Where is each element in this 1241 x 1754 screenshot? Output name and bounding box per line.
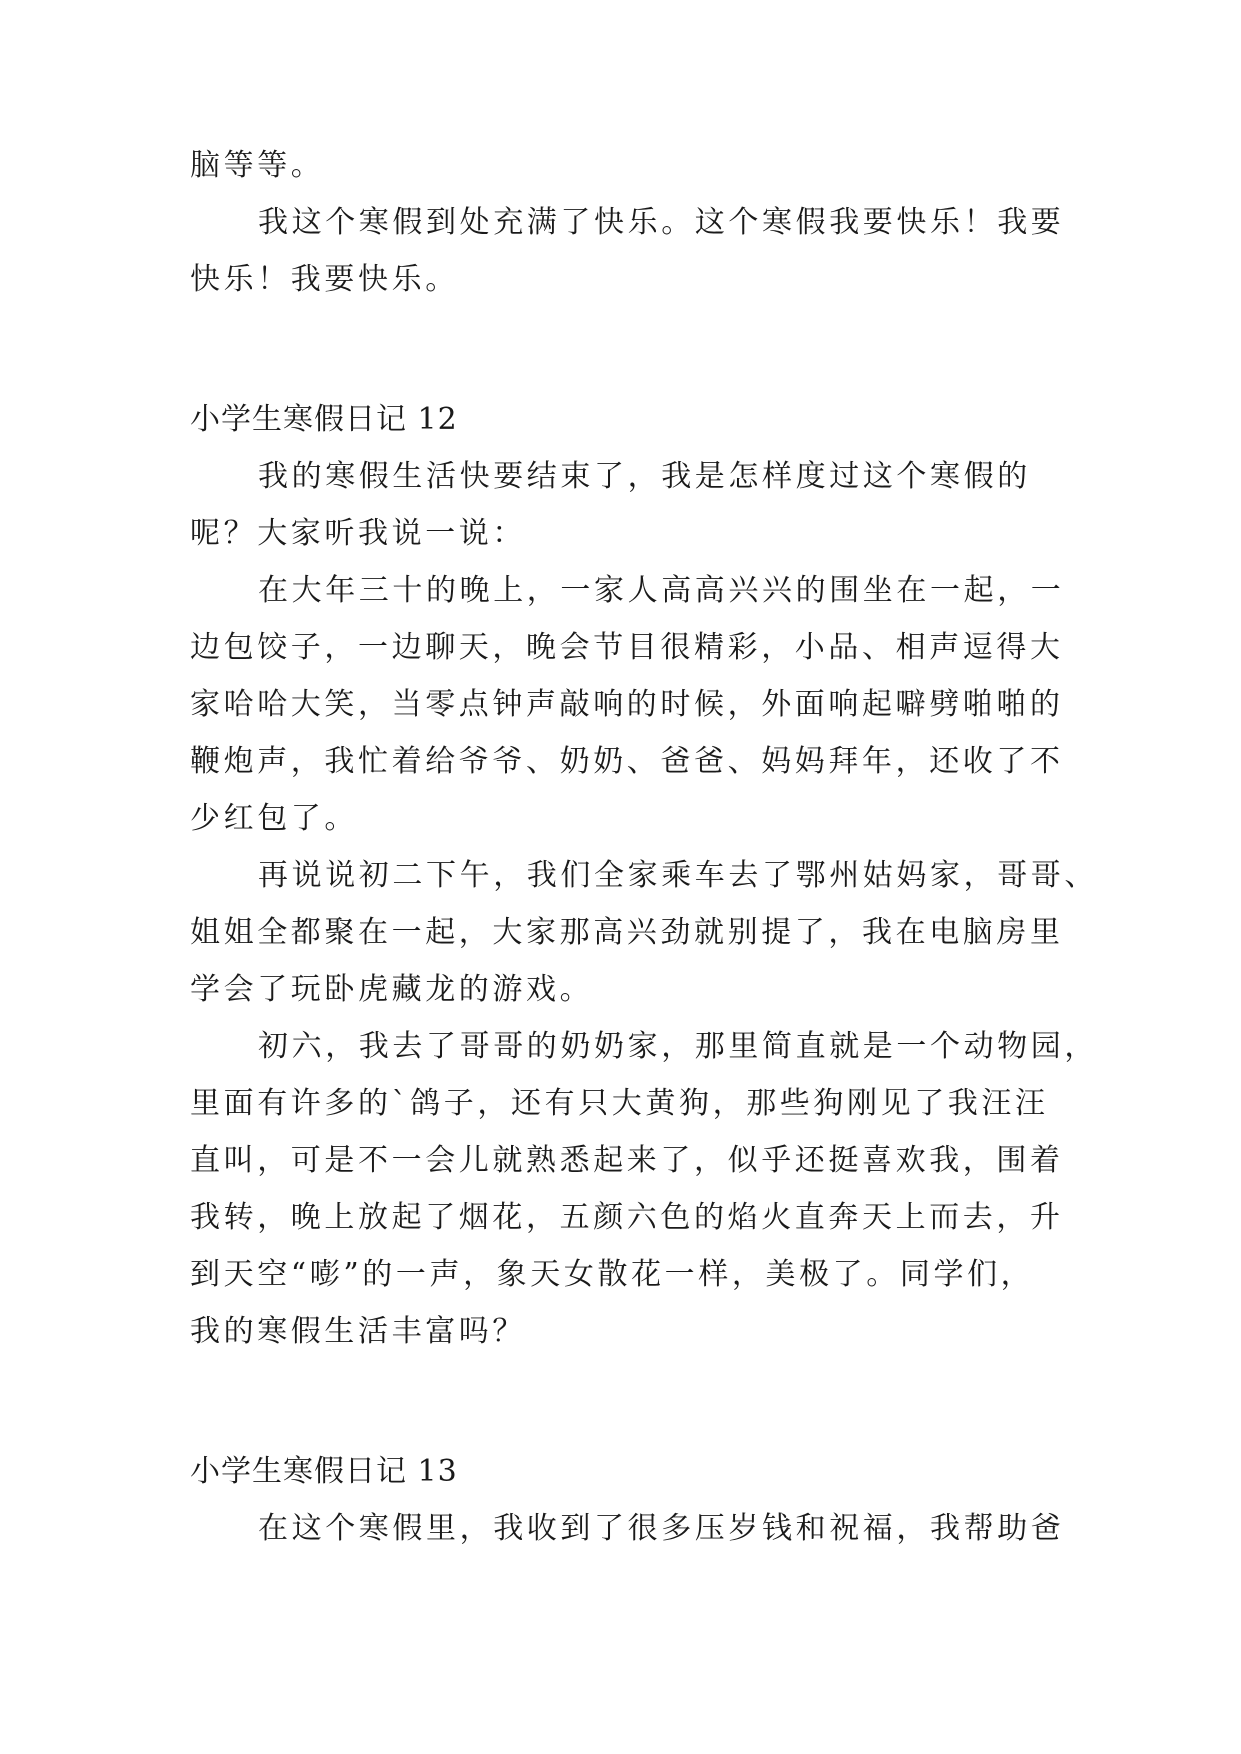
text-line: 我这个寒假到处充满了快乐。这个寒假我要快乐！我要 xyxy=(258,205,1065,240)
text-line: 我转，晚上放起了烟花，五颜六色的焰火直奔天上而去，升 xyxy=(190,1200,1064,1235)
text-line: 再说说初二下午，我们全家乘车去了鄂州姑妈家，哥哥、 xyxy=(258,858,1098,893)
diary-heading: 小学生寒假日记 12 xyxy=(190,402,458,437)
text-line: 鞭炮声，我忙着给爷爷、奶奶、爸爸、妈妈拜年，还收了不 xyxy=(190,744,1064,779)
text-line: 少红包了。 xyxy=(190,801,358,836)
text-line: 家哈哈大笑，当零点钟声敲响的时候，外面响起噼劈啪啪的 xyxy=(190,687,1064,722)
text-line: 学会了玩卧虎藏龙的游戏。 xyxy=(190,972,594,1007)
text-line: 在这个寒假里，我收到了很多压岁钱和祝福，我帮助爸 xyxy=(258,1511,1065,1546)
text-line: 我的寒假生活快要结束了，我是怎样度过这个寒假的 xyxy=(258,459,1031,494)
text-line: 我的寒假生活丰富吗？ xyxy=(190,1314,526,1349)
text-line: 直叫，可是不一会儿就熟悉起来了，似乎还挺喜欢我，围着 xyxy=(190,1143,1064,1178)
text-line: 呢？大家听我说一说： xyxy=(190,516,526,551)
text-line: 脑等等。 xyxy=(190,148,325,183)
text-line: 初六，我去了哥哥的奶奶家，那里简直就是一个动物园， xyxy=(258,1029,1098,1064)
text-line: 边包饺子，一边聊天，晚会节目很精彩，小品、相声逗得大 xyxy=(190,630,1064,665)
text-line: 姐姐全都聚在一起，大家那高兴劲就别提了，我在电脑房里 xyxy=(190,915,1064,950)
diary-heading: 小学生寒假日记 13 xyxy=(190,1454,458,1489)
text-line: 在大年三十的晚上，一家人高高兴兴的围坐在一起，一 xyxy=(258,573,1065,608)
text-line: 里面有许多的`鸽子，还有只大黄狗，那些狗刚见了我汪汪 xyxy=(190,1086,1049,1121)
text-line: 到天空“嘭”的一声，象天女散花一样，美极了。同学们， xyxy=(190,1257,1035,1292)
text-line: 快乐！我要快乐。 xyxy=(190,262,459,297)
